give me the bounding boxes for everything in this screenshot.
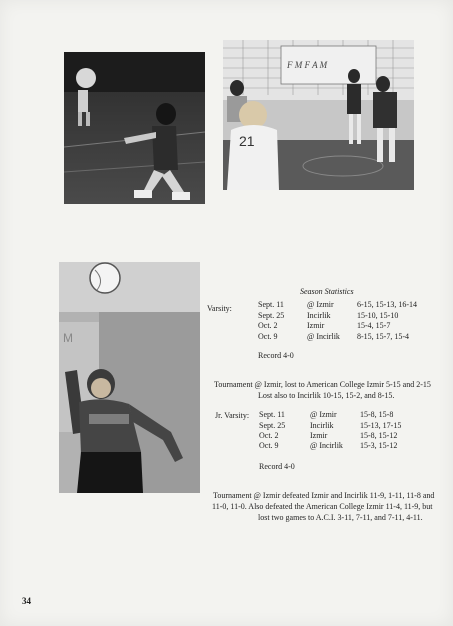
varsity-label: Varsity: xyxy=(207,304,232,313)
jv-label: Jr. Varsity: xyxy=(215,411,250,420)
jv-tournament-line3: lost two games to A.C.I. 3-11, 7-11, and 7-11, 4-11. xyxy=(258,513,423,522)
table-cell-scores: 15-8, 15-12 xyxy=(360,431,398,440)
jv-tournament-line1: Tournament @ Izmir defeated Izmir and Incirlik 11-9, 1-11, 11-8 and xyxy=(213,491,435,500)
page-number: 34 xyxy=(22,596,31,606)
volleyball-players-image xyxy=(64,52,205,204)
svg-text:M: M xyxy=(63,331,73,345)
photo-middle-left xyxy=(59,262,200,493)
table-cell-scores: 8-15, 15-7, 15-4 xyxy=(357,332,409,341)
table-cell-date: Sept. 25 xyxy=(259,421,286,430)
table-cell-scores: 15-13, 17-15 xyxy=(360,421,402,430)
table-cell-scores: 6-15, 15-13, 16-14 xyxy=(357,300,417,309)
table-cell-opponent: Incirlik xyxy=(310,421,334,430)
table-cell-opponent: @ Incirlik xyxy=(307,332,340,341)
table-cell-opponent: Izmir xyxy=(307,321,325,330)
table-cell-date: Oct. 2 xyxy=(258,321,278,330)
table-cell-scores: 15-4, 15-7 xyxy=(357,321,391,330)
varsity-record: Record 4-0 xyxy=(258,351,294,360)
table-cell-opponent: Izmir xyxy=(310,431,328,440)
varsity-tournament-line2: Lost also to Incirlik 10-15, 15-2, and 8-15. xyxy=(258,391,395,400)
table-cell-date: Sept. 25 xyxy=(258,311,285,320)
table-cell-opponent: @ Izmir xyxy=(310,410,337,419)
table-cell-date: Oct. 9 xyxy=(259,441,279,450)
jv-tournament-line2: 11-0, 11-0. Also defeated the American College Izmir 11-4, 11-9, but xyxy=(212,502,433,511)
table-cell-opponent: Incirlik xyxy=(307,311,331,320)
svg-text:F M F A M: F M F A M xyxy=(287,60,328,70)
table-cell-scores: 15-10, 15-10 xyxy=(357,311,399,320)
table-cell-scores: 15-3, 15-12 xyxy=(360,441,398,450)
table-cell-scores: 15-8, 15-8 xyxy=(360,410,394,419)
stats-title: Season Statistics xyxy=(300,287,354,296)
photo-top-right xyxy=(223,40,414,190)
table-cell-opponent: @ Incirlik xyxy=(310,441,343,450)
volleyball-net-image xyxy=(223,40,414,190)
table-cell-opponent: @ Izmir xyxy=(307,300,334,309)
volleyball-serve-image xyxy=(59,262,200,493)
table-cell-date: Sept. 11 xyxy=(259,410,285,419)
table-cell-date: Oct. 2 xyxy=(259,431,279,440)
table-cell-date: Oct. 9 xyxy=(258,332,278,341)
varsity-tournament-line1: Tournament @ Izmir, lost to American College Izmir 5-15 and 2-15 xyxy=(214,380,431,389)
photo-top-left xyxy=(64,52,205,204)
jv-record: Record 4-0 xyxy=(259,462,295,471)
jersey-number: 21 xyxy=(239,133,255,149)
table-cell-date: Sept. 11 xyxy=(258,300,284,309)
